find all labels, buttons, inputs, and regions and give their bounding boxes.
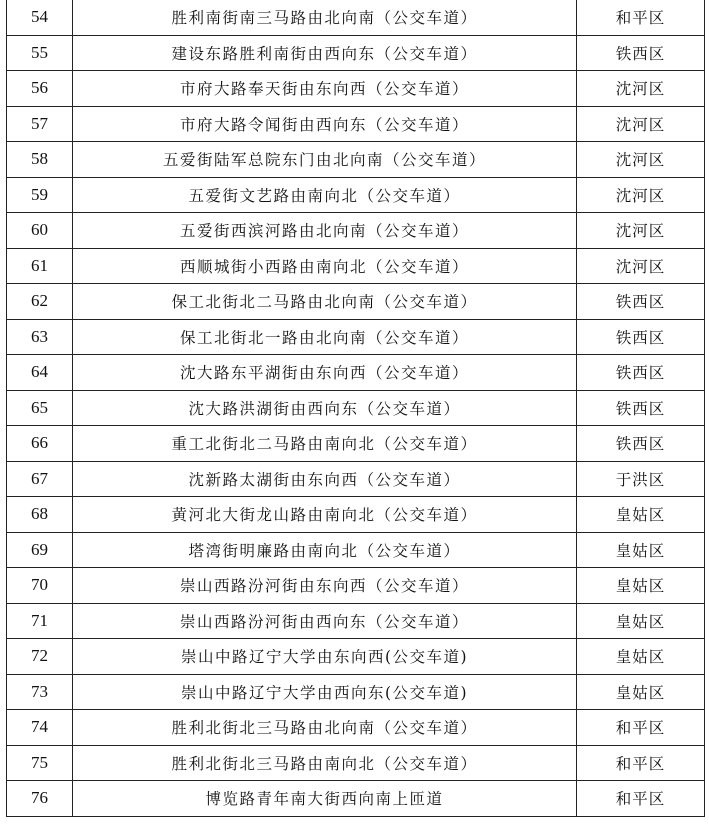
row-district: 沈河区 [577, 177, 705, 213]
row-number: 69 [7, 532, 73, 568]
table-row [7, 0, 705, 35]
row-location: 五爱街西滨河路由北向南（公交车道） [73, 213, 577, 249]
row-district: 皇姑区 [577, 639, 705, 675]
row-number: 62 [7, 284, 73, 320]
row-location: 保工北街北一路由北向南（公交车道） [73, 319, 577, 355]
row-district: 沈河区 [577, 248, 705, 284]
row-district: 皇姑区 [577, 603, 705, 639]
row-number: 57 [7, 106, 73, 142]
row-district: 和平区 [577, 710, 705, 746]
table-row [7, 568, 705, 604]
table-row [7, 213, 705, 249]
row-location: 胜利南街南三马路由北向南（公交车道） [73, 0, 577, 35]
table-row [7, 142, 705, 178]
row-number: 59 [7, 177, 73, 213]
row-district: 沈河区 [577, 106, 705, 142]
table-row [7, 355, 705, 391]
table-body [7, 0, 705, 816]
row-location: 保工北街北二马路由北向南（公交车道） [73, 284, 577, 320]
bus-lane-camera-table [6, 0, 705, 817]
row-district: 沈河区 [577, 142, 705, 178]
table-row [7, 532, 705, 568]
table-row [7, 177, 705, 213]
table-row [7, 35, 705, 71]
row-number: 67 [7, 461, 73, 497]
row-district: 于洪区 [577, 461, 705, 497]
table-row [7, 461, 705, 497]
table-row [7, 497, 705, 533]
row-location: 崇山西路汾河街由西向东（公交车道） [73, 603, 577, 639]
table-row [7, 745, 705, 781]
row-district: 铁西区 [577, 355, 705, 391]
row-district: 铁西区 [577, 319, 705, 355]
row-location: 胜利北街北三马路由北向南（公交车道） [73, 710, 577, 746]
row-district: 铁西区 [577, 35, 705, 71]
table-row [7, 71, 705, 107]
row-number: 56 [7, 71, 73, 107]
row-location: 市府大路奉天街由东向西（公交车道） [73, 71, 577, 107]
row-number: 54 [7, 0, 73, 35]
row-number: 65 [7, 390, 73, 426]
row-district: 铁西区 [577, 426, 705, 462]
row-location: 塔湾街明廉路由南向北（公交车道） [73, 532, 577, 568]
row-number: 66 [7, 426, 73, 462]
row-number: 55 [7, 35, 73, 71]
row-location: 沈大路洪湖街由西向东（公交车道） [73, 390, 577, 426]
row-number: 68 [7, 497, 73, 533]
row-location: 黄河北大街龙山路由南向北（公交车道） [73, 497, 577, 533]
row-number: 73 [7, 674, 73, 710]
row-number: 74 [7, 710, 73, 746]
row-district: 铁西区 [577, 390, 705, 426]
row-location: 崇山西路汾河街由东向西（公交车道） [73, 568, 577, 604]
row-district: 沈河区 [577, 71, 705, 107]
row-number: 63 [7, 319, 73, 355]
row-number: 75 [7, 745, 73, 781]
row-location: 五爱街陆军总院东门由北向南（公交车道） [73, 142, 577, 178]
table-row [7, 426, 705, 462]
row-district: 皇姑区 [577, 674, 705, 710]
row-district: 皇姑区 [577, 568, 705, 604]
row-location: 崇山中路辽宁大学由西向东(公交车道) [73, 674, 577, 710]
table-row [7, 284, 705, 320]
row-number: 71 [7, 603, 73, 639]
table-row [7, 639, 705, 675]
table-row [7, 390, 705, 426]
row-number: 61 [7, 248, 73, 284]
row-number: 60 [7, 213, 73, 249]
row-location: 沈新路太湖街由东向西（公交车道） [73, 461, 577, 497]
row-district: 铁西区 [577, 284, 705, 320]
row-number: 76 [7, 781, 73, 817]
table-row [7, 106, 705, 142]
table-row [7, 674, 705, 710]
table-row [7, 248, 705, 284]
table-row [7, 710, 705, 746]
row-location: 重工北街北二马路由南向北（公交车道） [73, 426, 577, 462]
row-number: 70 [7, 568, 73, 604]
row-location: 西顺城街小西路由南向北（公交车道） [73, 248, 577, 284]
row-district: 和平区 [577, 745, 705, 781]
row-location: 胜利北街北三马路由南向北（公交车道） [73, 745, 577, 781]
row-number: 58 [7, 142, 73, 178]
row-location: 五爱街文艺路由南向北（公交车道） [73, 177, 577, 213]
row-district: 沈河区 [577, 213, 705, 249]
bus-lane-camera-table-container [6, 0, 704, 833]
table-row [7, 319, 705, 355]
row-location: 沈大路东平湖街由东向西（公交车道） [73, 355, 577, 391]
row-location: 市府大路令闻街由西向东（公交车道） [73, 106, 577, 142]
row-location: 建设东路胜利南街由西向东（公交车道） [73, 35, 577, 71]
row-location: 博览路青年南大街西向南上匝道 [73, 781, 577, 817]
row-district: 和平区 [577, 781, 705, 817]
table-row [7, 603, 705, 639]
row-district: 皇姑区 [577, 532, 705, 568]
row-district: 皇姑区 [577, 497, 705, 533]
table-row [7, 781, 705, 817]
row-location: 崇山中路辽宁大学由东向西(公交车道) [73, 639, 577, 675]
row-number: 64 [7, 355, 73, 391]
row-district: 和平区 [577, 0, 705, 35]
row-number: 72 [7, 639, 73, 675]
